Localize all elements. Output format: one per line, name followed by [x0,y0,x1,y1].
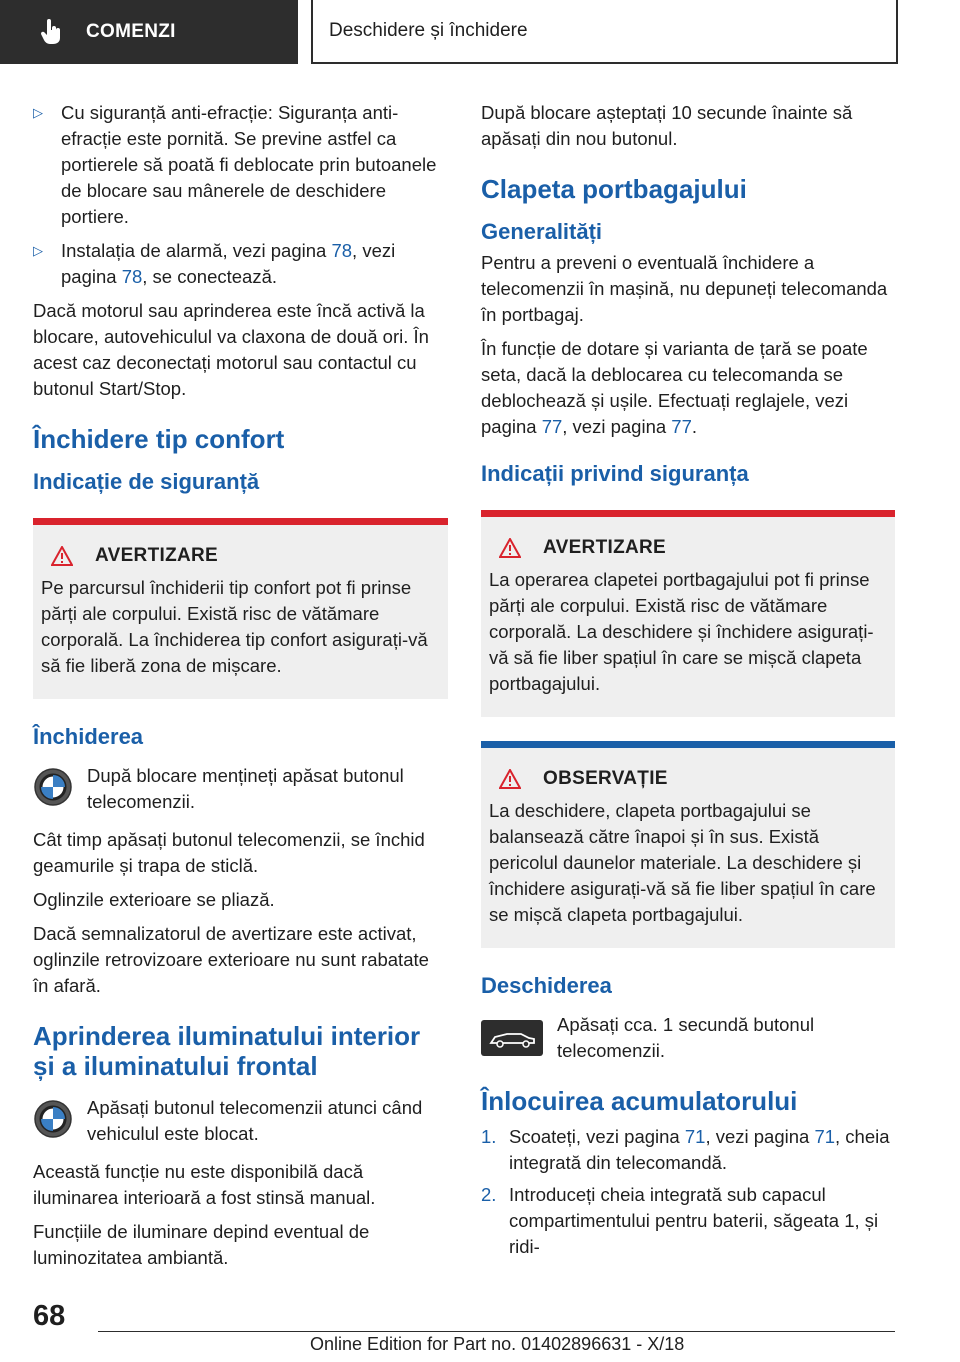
bullet-item: ▷ Instalația de alarmă, vezi pagina 78, vezi pagina 78, se conectează. [33,238,448,290]
paragraph: Pentru a preveni o eventuală închidere a telecomenzii în mașină, nu depuneți telecomanda în portbagaj. [481,252,888,325]
step-item: 1. Scoateți, vezi pagina 71, vezi pagina 71, cheia integrată din telecomandă. [481,1126,890,1173]
heading-general: Generalități [481,219,603,244]
paragraph: Oglinzile exterioare se pliază. [33,889,275,910]
heading-closing: Închiderea [33,724,144,749]
page-link[interactable]: 78 [331,240,353,261]
page-link[interactable]: 77 [671,416,692,437]
lighting-instruction: Apăsați butonul telecomenzii atunci când vehiculul este blocat. [87,1097,423,1144]
paragraph: Dacă semnalizatorul de avertizare este activat, oglinzile retrovizoare exterioare nu sunt rabatate în afară. [33,923,429,996]
paragraph: Cât timp apăsați butonul telecomenzii, se închid geamurile și trapa de sticlă. [33,829,425,876]
paragraph: Dacă motorul sau aprinderea este încă activă la blocare, autovehiculul va claxona de două ori. În acest caz deconectați motorul sau contactul cu butonul Start/Stop. [33,300,429,399]
bullet-triangle-icon: ▷ [33,105,43,120]
bmw-key-icon [33,1099,73,1139]
bullet-triangle-icon: ▷ [33,243,43,258]
page-link[interactable]: 78 [121,266,143,287]
note-box [481,741,895,948]
section-title: COMENZI [86,21,176,42]
hand-icon [38,18,66,46]
page-link[interactable]: 77 [541,416,563,437]
icon-row [33,763,448,815]
warning-triangle-icon [499,538,521,558]
warning-text: Pe parcursul închiderii tip confort pot fi prinse părți ale corpului. Există risc de vătămare corporală. La închiderea tip confort asigurați-vă să fie liberă zona de mișcare. [41,577,428,676]
paragraph: Această funcție nu este disponibilă dacă iluminarea interioară a fost stinsă manual. [33,1161,376,1208]
heading-safety-note: Indicație de siguranță [33,469,260,494]
heading-trunk-lid: Clapeta portbagajului [481,174,747,204]
page-number: 68 [33,1300,66,1332]
page-link[interactable]: 71 [684,1126,706,1147]
note-text: La deschidere, clapeta portbagajului se balansează către înapoi și în sus. Există pericolul daunelor materiale. La deschidere și închidere asigurați-vă să fie liber spațiul în care se mișcă clapeta portbagajului. [489,800,876,925]
section-tab [0,0,298,64]
page-link[interactable]: 71 [814,1126,836,1147]
note-title: OBSERVAȚIE [543,768,668,789]
closing-instruction: După blocare mențineți apăsat butonul telecomenzii. [87,765,404,812]
warning-triangle-icon [51,546,73,566]
warning-text: La operarea clapetei portbagajului pot fi prinse părți ale corpului. Există risc de vătămare corporală. La deschidere și închidere asigurați-vă să fie liber spațiul în care se mișcă clapeta portbagajului. [489,569,874,694]
step-item: 2. Introduceți cheia integrată sub capacul compartimentului pentru baterii, săgeata 1, și ridi- [481,1184,879,1257]
heading-battery: Înlocuirea acumulatorului [481,1086,798,1116]
page-header [0,0,960,66]
icon-row [481,1012,895,1064]
heading-safety-notes: Indicații privind siguranța [481,461,749,486]
left-column [33,100,448,1279]
heading-lighting: Aprinderea iluminatului interior și a iluminatului frontal [33,1021,421,1081]
paragraph: După blocare așteptați 10 secunde înainte să apăsați din nou butonul. [481,102,853,149]
paragraph: În funcție de dotare și varianta de țară se poate seta, dacă la deblocarea cu telecomanda se deblochează și ușile. Efectuați reglajele, vezi pagina 77, vezi pagina 77. [481,338,868,437]
opening-instruction: Apăsați cca. 1 secundă butonul telecomenzii. [557,1014,815,1061]
chapter-tab [311,0,898,64]
heading-opening: Deschiderea [481,973,612,998]
heading-comfort-close: Închidere tip confort [33,424,285,454]
bullet-item: ▷ Cu siguranță anti-efracție: Siguranța anti-efracție este pornită. Se previne astfel ca portierele să poată fi deblocate prin butoanele de blocare sau mânerele de deschidere portiere. [33,100,448,230]
icon-row [33,1095,448,1147]
paragraph: Funcțiile de iluminare depind eventual de luminozitatea ambiantă. [33,1221,370,1268]
trunk-button-icon [481,1020,543,1056]
warning-title: AVERTIZARE [543,537,666,558]
edition-info: Online Edition for Part no. 01402896631 - X/18 [310,1334,685,1354]
chapter-title: Deschidere și închidere [329,20,528,41]
bmw-key-icon [33,767,73,807]
warning-box [33,518,448,699]
right-column [481,100,895,1266]
warning-triangle-icon [499,769,521,789]
footer-divider [98,1331,895,1332]
warning-title: AVERTIZARE [95,545,218,566]
warning-box [481,510,895,717]
